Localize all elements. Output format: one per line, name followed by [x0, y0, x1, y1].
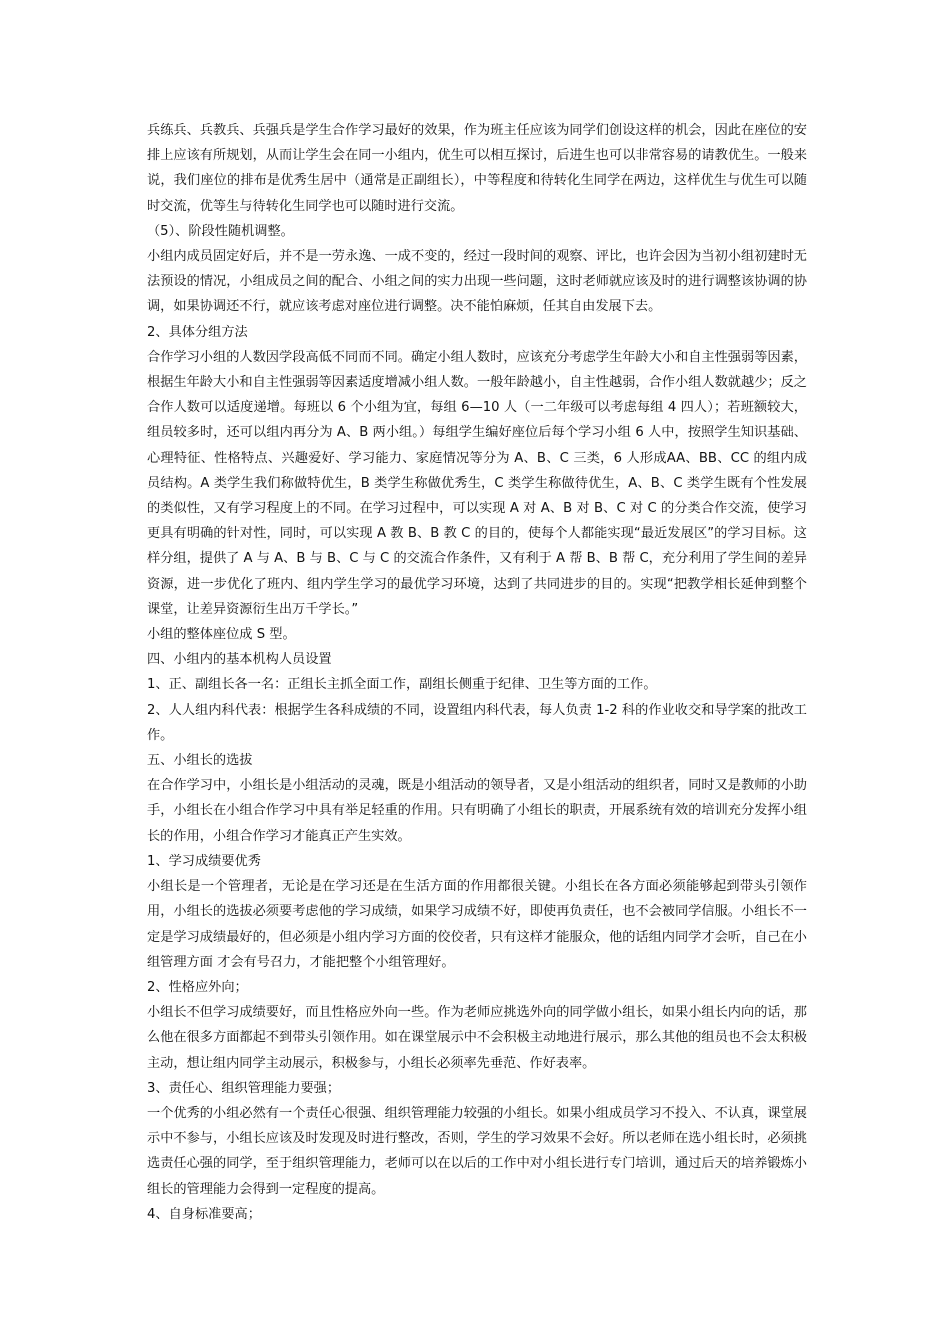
heading-grouping-method: 2、具体分组方法 [147, 324, 248, 340]
paragraph-grouping-method: 合作学习小组的人数因学段高低不同而不同。确定小组人数时，应该充分考虑学生年龄大小和自主性强弱等因素，根据生年龄大小和自主性强弱等因素适度增减小组人数。一般年龄越小，自主性越弱，合作小组人数就越少；反之合作人数可以适度递增。每班以 6 个小组为宜，每组 6—10 人（一二年级可以考虑每组 4 四人）；若班额较大，组员较多时，还可以组内再分为 A、B 两小组。）每组学生编好座位后每个学习小组 6 人中，按照学生知识基础、心理特征、性格特点、兴趣爱好、学习能力、家庭情况等分为 A、B、C 三类，6 人形成AA、BB、CC 的组内成员结构。A 类学生我们称做特优生，B 类学生称做优秀生，C 类学生称做待优生，A、B、C 类学生既有个性发展的类似性，又有学习程度上的不同。在学习过程中，可以实现 A 对 A、B 对 B、C 对 C 的分类合作交流，使学习更具有明确的针对性，同时，可以实现 A 教 B、B 教 C 的目的，使每个人都能实现“最近发展区”的学习目标。这样分组，提供了 A 与 A、B 与 B、C 与 C 的交流合作条件，又有利于 A 帮 B、B 帮 C，充分利用了学生间的差异资源，进一步优化了班内、组内学生学习的最优学习环境，达到了共同进步的目的。实现“把教学相长延伸到整个课堂，让差异资源衍生出万千学长。” [147, 349, 807, 617]
paragraph-peer-learning: 兵练兵、兵教兵、兵强兵是学生合作学习最好的效果，作为班主任应该为同学们创设这样的机会，因此在座位的安排上应该有所规划，从而让学生会在同一小组内，优生可以相互探讨，后进生也可以非常容易的请教优生。一般来说，我们座位的排布是优秀生居中（通常是正副组长），中等程度和待转化生同学在两边，这样优生与优生可以随时交流，优等生与待转化生同学也可以随时进行交流。 [147, 123, 807, 214]
paragraph-group-leaders: 1、正、副组长各一名：正组长主抓全面工作，副组长侧重于纪律、卫生等方面的工作。 [147, 677, 657, 693]
paragraph-leader-role: 在合作学习中，小组长是小组活动的灵魂，既是小组活动的领导者，又是小组活动的组织者，同时又是教师的小助手，小组长在小组合作学习中具有举足轻重的作用。只有明确了小组长的职责，开展系统有效的培训充分发挥小组长的作用，小组合作学习才能真正产生实效。 [147, 778, 807, 844]
heading-responsibility: 3、责任心、组织管理能力要强； [147, 1080, 341, 1096]
paragraph-s-seating: 小组的整体座位成 S 型。 [147, 627, 296, 643]
paragraph-responsibility: 一个优秀的小组必然有一个责任心很强、组织管理能力较强的小组长。如果小组成员学习不投入、不认真，课堂展示中不参与，小组长应该及时发现及时进行整改，否则，学生的学习效果不会好。所以老师在选小组长时，必须挑选责任心强的同学，至于组织管理能力，老师可以在以后的工作中对小组长进行专门培训，通过后天的培养锻炼小组长的管理能力会得到一定程度的提高。 [147, 1105, 807, 1197]
paragraph-stage-adjustment: 小组内成员固定好后，并不是一劳永逸、一成不变的，经过一段时间的观察、评比，也许会因为当初小组初建时无法预设的情况，小组成员之间的配合、小组之间的实力出现一些问题，这时老师就应该及时的进行调整该协调的协调，如果协调还不行，就应该考虑对座位进行调整。决不能怕麻烦，任其自由发展下去。 [147, 249, 807, 315]
heading-high-standards: 4、自身标准要高； [147, 1206, 261, 1222]
heading-outgoing: 2、性格应外向； [147, 979, 248, 995]
document-body [147, 118, 807, 1227]
paragraph-good-grades: 小组长是一个管理者，无论是在学习还是在生活方面的作用都很关键。小组长在各方面必须能够起到带头引领作用，小组长的选拔必须要考虑他的学习成绩，如果学习成绩不好，即使再负责任，也不会被同学信服。小组长不一定是学习成绩最好的，但必须是小组内学习方面的佼佼者，只有这样才能服众，他的话组内同学才会听，自己在小组管理方面 才会有号召力，才能把整个小组管理好。 [147, 879, 807, 970]
heading-group-structure: 四、小组内的基本机构人员设置 [147, 652, 332, 668]
heading-good-grades: 1、学习成绩要优秀 [147, 853, 261, 869]
paragraph-subject-reps: 2、人人组内科代表：根据学生各科成绩的不同，设置组内科代表，每人负责 1-2 科的作业收交和导学案的批改工作。 [147, 702, 807, 743]
paragraph-outgoing: 小组长不但学习成绩要好，而且性格应外向一些。作为老师应挑选外向的同学做小组长，如果小组长内向的话，那么他在很多方面都起不到带头引领作用。如在课堂展示中不会积极主动地进行展示，那么其他的组员也不会太积极主动，想让组内同学主动展示，积极参与，小组长必须率先垂范、作好表率。 [147, 1005, 807, 1071]
heading-stage-adjustment: （5）、阶段性随机调整。 [147, 223, 294, 239]
heading-leader-selection: 五、小组长的选拔 [147, 753, 253, 769]
